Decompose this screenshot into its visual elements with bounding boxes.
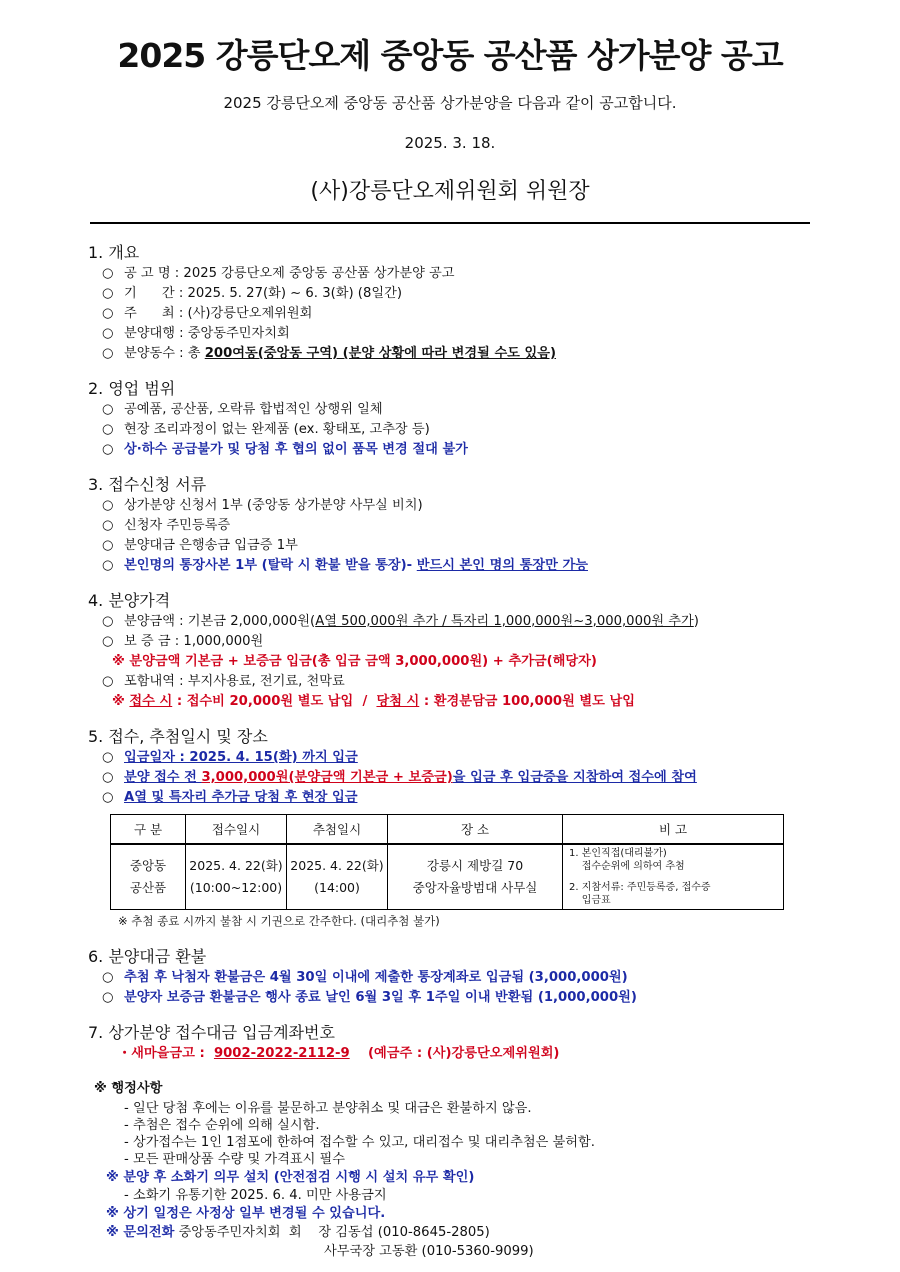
circle-bullet-icon: ○ — [102, 306, 114, 321]
column-header: 접수일시 — [186, 815, 287, 845]
circle-bullet-icon: ○ — [102, 286, 114, 301]
section-documents — [88, 474, 818, 576]
circle-bullet-icon: ○ — [102, 634, 114, 649]
table-cell-remark: 1. 본인직접(대리불가) 접수순위에 의하여 추첨 2. 지참서류: 주민등록증, 접수증 입금표 — [563, 844, 784, 910]
section-account — [88, 1022, 818, 1064]
circle-bullet-icon: ○ — [102, 750, 114, 765]
table-header-row — [111, 815, 784, 845]
list-item: ○ 분양동수 : 총 200여동(중앙동 구역) (분양 상황에 따라 변경될 수도 있음) — [88, 344, 818, 364]
list-item: ○ 분양대행 : 중앙동주민자치회 — [88, 324, 818, 344]
list-item: ○ 보 증 금 : 1,000,000원 — [88, 632, 818, 652]
list-item: ○ 공 고 명 : 2025 강릉단오제 중앙동 공산품 상가분양 공고 — [88, 264, 818, 284]
notice-date: 2025. 3. 18. — [404, 134, 496, 152]
list-item: ○ 포함내역 : 부지사용료, 전기료, 천막료 — [88, 672, 818, 692]
circle-bullet-icon: ○ — [102, 614, 114, 629]
intro-text: 2025 강릉단오제 중앙동 공산품 상가분양을 다음과 같이 공고합니다. — [223, 94, 677, 112]
list-item: ○ 본인명의 통장사본 1부 (탈락 시 환불 받을 통장)- 반드시 본인 명의 통장만 가능 — [88, 556, 818, 576]
section-overview — [88, 242, 818, 364]
circle-bullet-icon: ○ — [102, 402, 114, 417]
list-item: ○ 주 최 : (사)강릉단오제위원회 — [88, 304, 818, 324]
list-item: ○ 입금일자 : 2025. 4. 15(화) 까지 입금 — [88, 748, 818, 768]
section-title: 7. 상가분양 접수대금 입금계좌번호 — [88, 1023, 335, 1042]
admin-item: - 상가접수는 1인 1점포에 한하여 접수할 수 있고, 대리접수 및 대리추첨은 불허함. — [124, 1135, 595, 1150]
contact-line: 사무국장 고동환 (010-5360-9099) — [324, 1244, 534, 1259]
circle-bullet-icon: ○ — [102, 770, 114, 785]
admin-item: - 모든 판매상품 수량 및 가격표시 필수 — [124, 1152, 345, 1167]
page-title: 2025 강릉단오제 중앙동 공산품 상가분양 공고 — [117, 36, 783, 75]
section-title: 2. 영업 범위 — [88, 379, 176, 398]
section-refund — [88, 946, 818, 1008]
account-number: 9002-2022-2112-9 — [213, 1046, 350, 1061]
list-item: ○ 상가분양 신청서 1부 (중앙동 상가분양 사무실 비치) — [88, 496, 818, 516]
section-title: 1. 개요 — [88, 243, 140, 262]
table-cell: 2025. 4. 22(화) (14:00) — [287, 844, 388, 910]
section-title: 5. 접수, 추첨일시 및 장소 — [88, 727, 268, 746]
list-item: ○ 공예품, 공산품, 오락류 합법적인 상행위 일체 — [88, 400, 818, 420]
list-item: ○ 분양 접수 전 3,000,000원(분양금액 기본금 + 보증금)을 입금 후 입금증을 지참하여 접수에 참여 — [88, 768, 818, 788]
table-cell: 중앙동 공산품 — [111, 844, 186, 910]
table-cell: 2025. 4. 22(화) (10:00~12:00) — [186, 844, 287, 910]
list-item: ○ 기 간 : 2025. 5. 27(화) ~ 6. 3(화) (8일간) — [88, 284, 818, 304]
circle-bullet-icon: ○ — [102, 970, 114, 985]
section-schedule — [88, 726, 818, 932]
divider — [90, 222, 810, 224]
contact-line: ※ 문의전화 중앙동주민자치회 회 장 김동섭 (010-8645-2805) — [106, 1225, 490, 1240]
circle-bullet-icon: ○ — [102, 498, 114, 513]
fee-note: ※ 접수 시 : 접수비 20,000원 별도 납입 / 당첨 시 : 환경분담금 100,000원 별도 납입 — [112, 694, 635, 709]
admin-note: ※ 분양 후 소화기 의무 설치 (안전점검 시행 시 설치 유무 확인) — [106, 1170, 475, 1185]
list-item: ○ A열 및 특자리 추가금 당첨 후 현장 입금 — [88, 788, 818, 808]
section-title: 3. 접수신청 서류 — [88, 475, 207, 494]
account-line: ・새마을금고 : 9002-2022-2112-9 (예금주 : (사)강릉단오제위원회) — [118, 1046, 560, 1061]
admin-item: - 소화기 유통기한 2025. 6. 4. 미만 사용금지 — [124, 1188, 387, 1203]
circle-bullet-icon: ○ — [102, 518, 114, 533]
section-business-scope — [88, 378, 818, 460]
circle-bullet-icon: ○ — [102, 266, 114, 281]
table-footnote: ※ 추첨 종료 시까지 불참 시 기권으로 간주한다. (대리추첨 불가) — [118, 914, 440, 928]
circle-bullet-icon: ○ — [102, 790, 114, 805]
list-item: ○ 추첨 후 낙첨자 환불금은 4월 30일 이내에 제출한 통장계좌로 입금됨 (3,000,000원) — [88, 968, 818, 988]
list-item: ○ 분양자 보증금 환불금은 행사 종료 날인 6월 3일 후 1주일 이내 반환됨 (1,000,000원) — [88, 988, 818, 1008]
schedule-table — [110, 814, 784, 910]
column-header: 추첨일시 — [287, 815, 388, 845]
price-note: ※ 분양금액 기본금 + 보증금 입금(총 입금 금액 3,000,000원) + 추가금(해당자) — [112, 654, 597, 669]
circle-bullet-icon: ○ — [102, 442, 114, 457]
admin-item: - 일단 당첨 후에는 이유를 불문하고 분양취소 및 대금은 환불하지 않음. — [124, 1101, 532, 1116]
circle-bullet-icon: ○ — [102, 538, 114, 553]
circle-bullet-icon: ○ — [102, 422, 114, 437]
circle-bullet-icon: ○ — [102, 674, 114, 689]
list-item: ○ 분양금액 : 기본금 2,000,000원(A열 500,000원 추가 / 특자리 1,000,000원~3,000,000원 추가) — [88, 612, 818, 632]
circle-bullet-icon: ○ — [102, 346, 114, 361]
table-row — [111, 844, 784, 910]
list-item: ○ 신청자 주민등록증 — [88, 516, 818, 536]
list-item: ○ 현장 조리과정이 없는 완제품 (ex. 황태포, 고추장 등) — [88, 420, 818, 440]
section-price — [88, 590, 818, 712]
admin-note: ※ 상기 일정은 사정상 일부 변경될 수 있습니다. — [106, 1206, 386, 1221]
section-title: 6. 분양대금 환불 — [88, 947, 207, 966]
column-header: 비 고 — [563, 815, 784, 845]
admin-item: - 추첨은 접수 순위에 의해 실시함. — [124, 1118, 320, 1133]
circle-bullet-icon: ○ — [102, 990, 114, 1005]
list-item: ○ 상·하수 공급불가 및 당첨 후 협의 없이 품목 변경 절대 불가 — [88, 440, 818, 460]
section-title: 4. 분양가격 — [88, 591, 171, 610]
section-admin — [88, 1078, 818, 1261]
list-item: ○ 분양대금 은행송금 입금증 1부 — [88, 536, 818, 556]
column-header: 장 소 — [388, 815, 563, 845]
admin-title: ※ 행정사항 — [94, 1081, 163, 1096]
issuer: (사)강릉단오제위원회 위원장 — [310, 179, 590, 204]
circle-bullet-icon: ○ — [102, 558, 114, 573]
circle-bullet-icon: ○ — [102, 326, 114, 341]
table-cell: 강릉시 제방길 70 중앙자율방범대 사무실 — [388, 844, 563, 910]
notice-body — [88, 242, 818, 1261]
column-header: 구 분 — [111, 815, 186, 845]
